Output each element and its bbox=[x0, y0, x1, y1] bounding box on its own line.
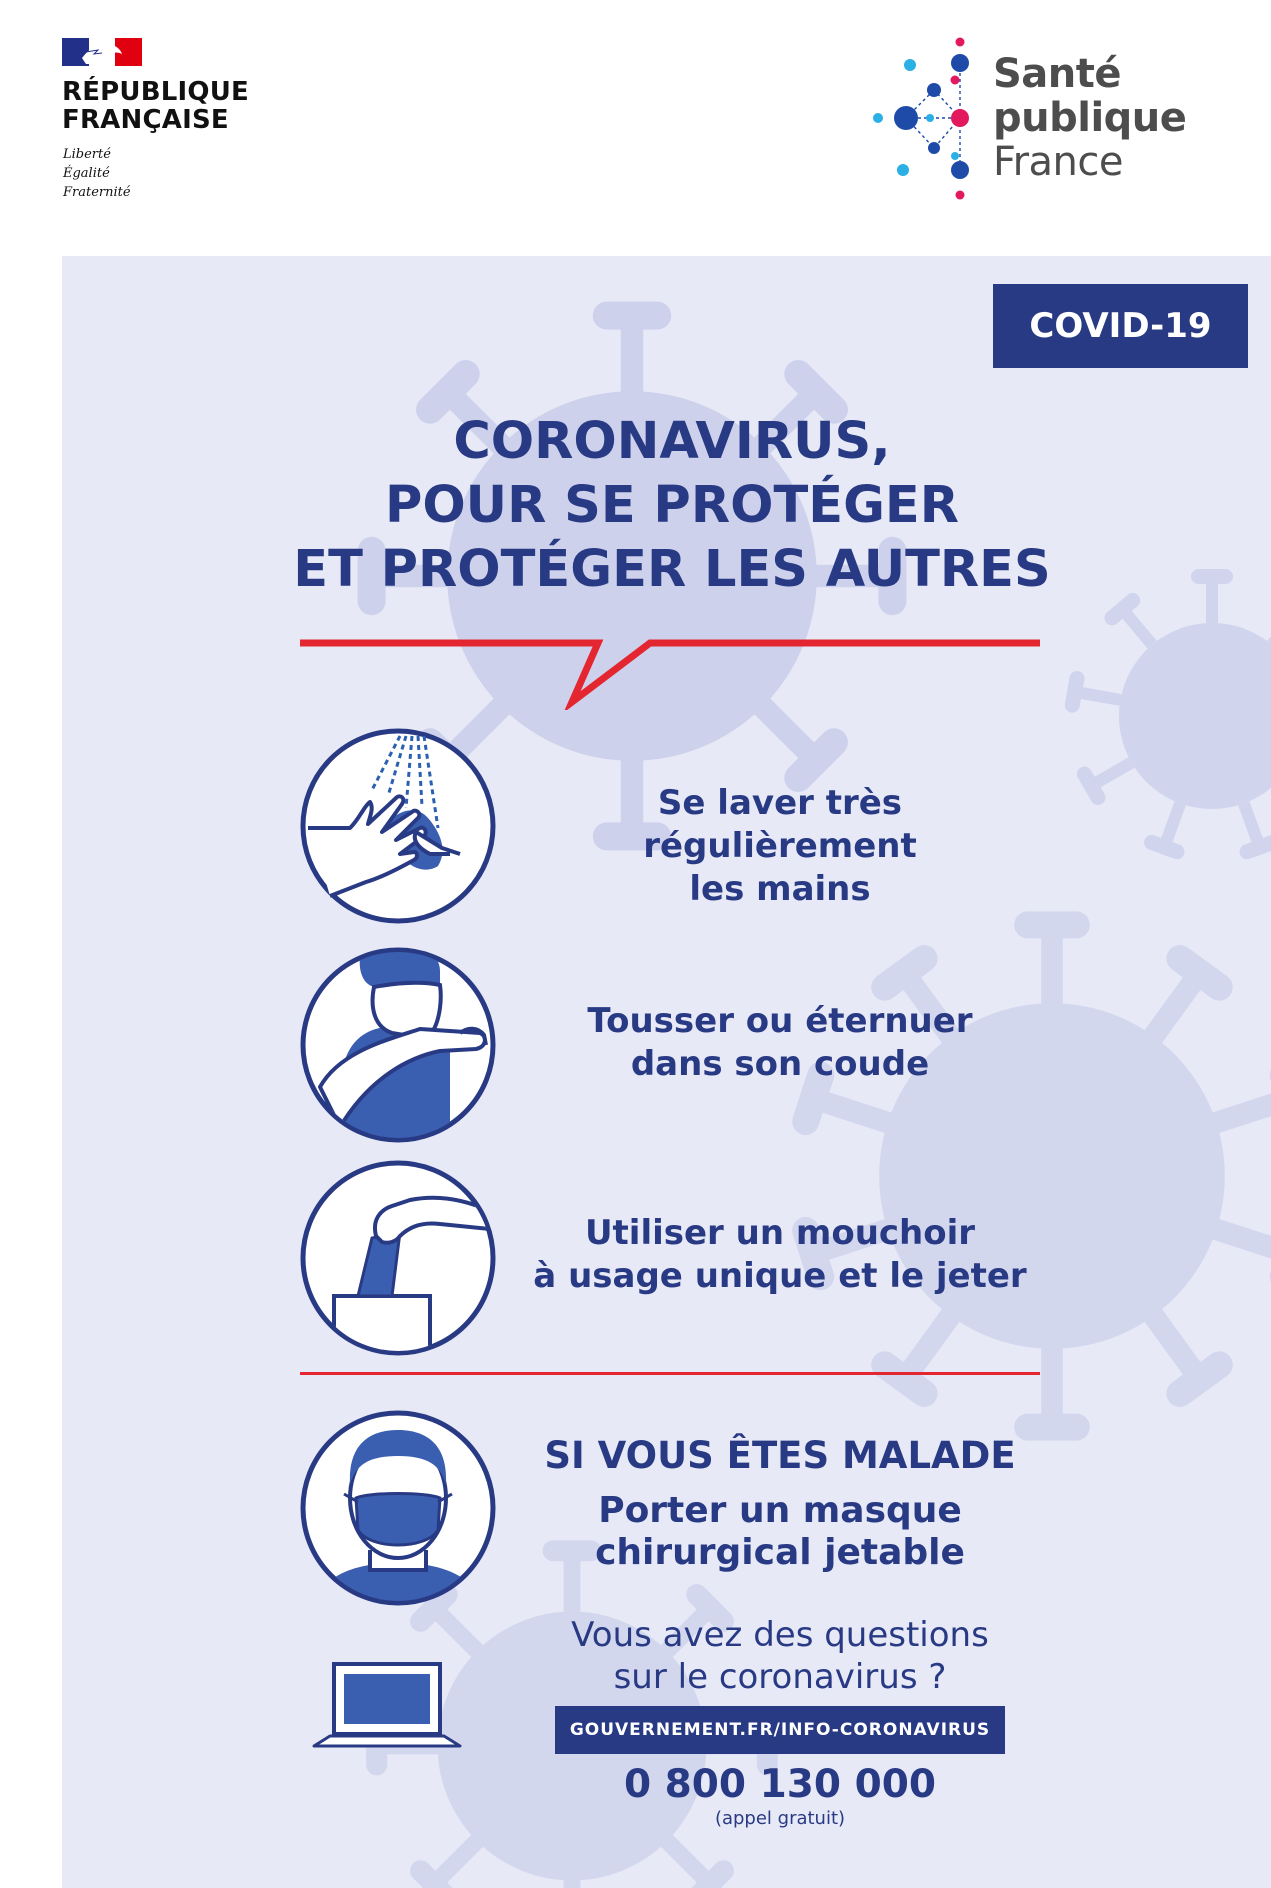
spf-line-sante: Santé bbox=[993, 51, 1122, 97]
motto-fraternite: Fraternité bbox=[63, 185, 131, 200]
gesture-wash-hands-text bbox=[520, 782, 1040, 911]
questions-line-1: Vous avez des questions bbox=[571, 1615, 989, 1655]
gesture-wash-hands-line-2: les mains bbox=[689, 869, 871, 909]
gesture-tissue-text bbox=[520, 1212, 1040, 1298]
gesture-cough-elbow-text bbox=[520, 1000, 1040, 1086]
virus-background-icon bbox=[1062, 566, 1271, 866]
gesture-tissue-line-2: à usage unique et le jeter bbox=[533, 1256, 1027, 1296]
francaise-line: FRANÇAISE bbox=[62, 105, 229, 135]
sante-publique-france-label bbox=[993, 52, 1186, 184]
sick-line-2: chirurgical jetable bbox=[595, 1532, 965, 1573]
tissue-icon bbox=[300, 1160, 496, 1356]
laptop-icon bbox=[312, 1660, 462, 1752]
questions-text bbox=[520, 1614, 1040, 1698]
poster-title bbox=[262, 410, 1082, 602]
info-url-link[interactable]: GOUVERNEMENT.FR/INFO-CORONAVIRUS bbox=[555, 1706, 1005, 1754]
speech-bubble-line bbox=[300, 630, 1040, 710]
phone-note: (appel gratuit) bbox=[714, 1808, 846, 1829]
sick-text bbox=[520, 1490, 1040, 1574]
title-line-3: ET PROTÉGER LES AUTRES bbox=[293, 540, 1051, 599]
motto-liberte: Liberté bbox=[63, 147, 111, 162]
surgical-mask-icon bbox=[300, 1410, 496, 1606]
title-line-2: POUR SE PROTÉGER bbox=[384, 476, 960, 535]
republique-francaise-label bbox=[62, 78, 249, 134]
sick-line-1: Porter un masque bbox=[598, 1490, 962, 1531]
gesture-wash-hands-line-1: Se laver très régulièrement bbox=[643, 783, 917, 866]
section-divider bbox=[300, 1372, 1040, 1375]
title-line-1: CORONAVIRUS, bbox=[453, 412, 891, 471]
gesture-cough-elbow-line-2: dans son coude bbox=[630, 1044, 930, 1084]
motto bbox=[63, 145, 131, 202]
sante-publique-france-logo bbox=[870, 35, 985, 205]
phone-number[interactable]: 0 800 130 000 bbox=[623, 1762, 937, 1807]
sick-title: SI VOUS ÊTES MALADE bbox=[544, 1434, 1016, 1477]
republique-line: RÉPUBLIQUE bbox=[62, 77, 249, 107]
gesture-tissue-line-1: Utiliser un mouchoir bbox=[584, 1213, 976, 1253]
cough-elbow-icon bbox=[300, 947, 496, 1143]
virus-background-icon bbox=[782, 906, 1271, 1446]
covid-badge: COVID-19 bbox=[993, 284, 1248, 368]
spf-line-france: France bbox=[993, 139, 1124, 185]
motto-egalite: Égalité bbox=[63, 166, 110, 181]
questions-line-2: sur le coronavirus ? bbox=[613, 1657, 947, 1697]
marianne-flag-logo bbox=[62, 38, 142, 66]
spf-line-publique: publique bbox=[993, 95, 1187, 141]
hand-washing-icon bbox=[300, 728, 496, 924]
gesture-cough-elbow-line-1: Tousser ou éternuer bbox=[587, 1001, 973, 1041]
